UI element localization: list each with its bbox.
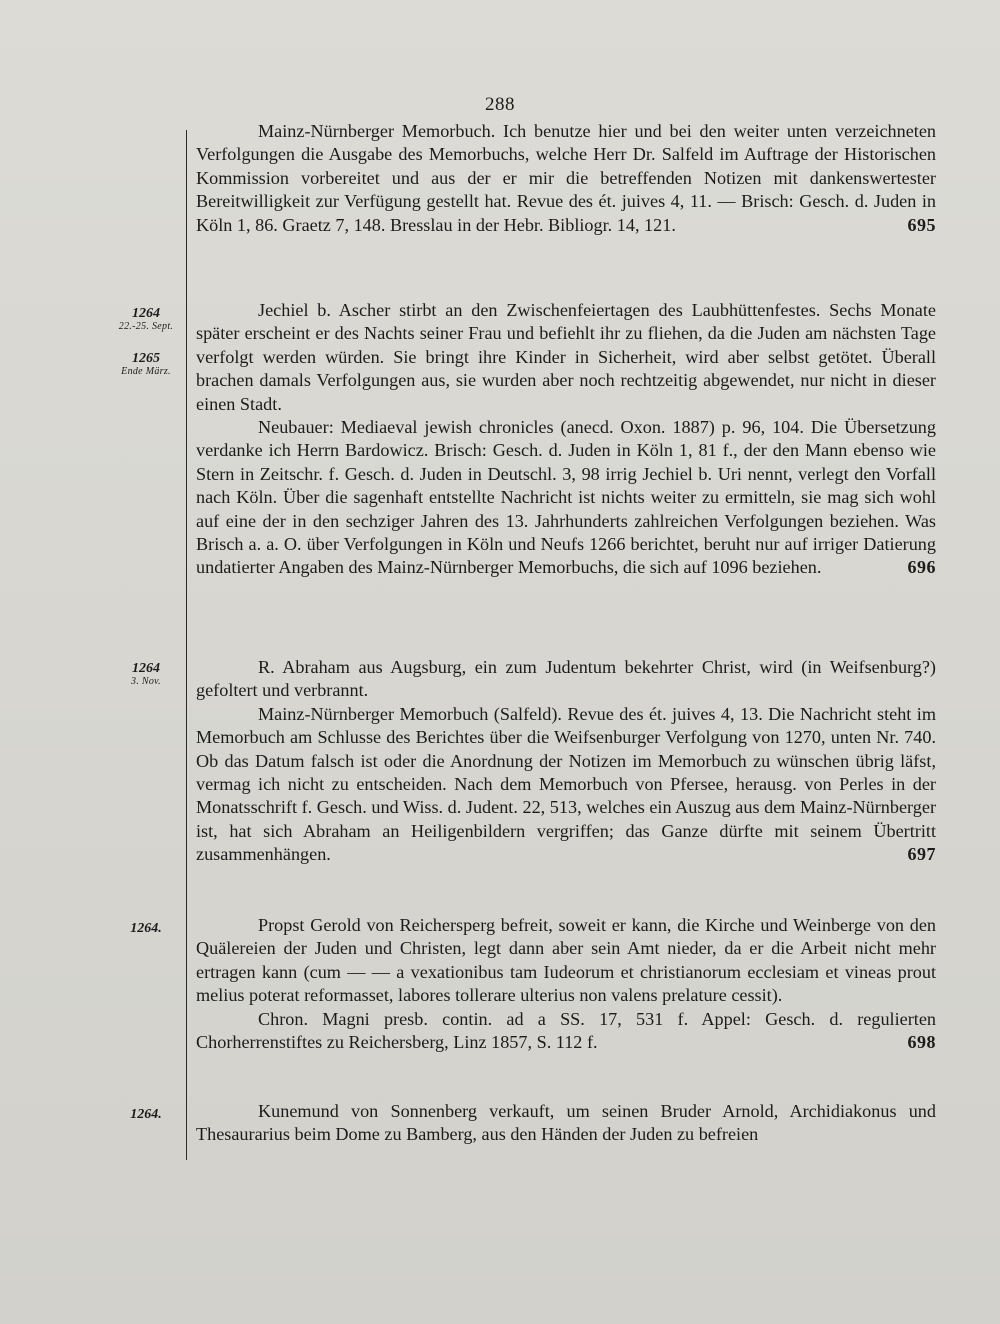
- entry-paragraph: Kunemund von Sonnenberg verkauft, um seinen Bruder Arnold, Archidiakonus und Thesaurarius beim Dome zu Bamberg, aus den Händen der Juden zu befreien: [196, 1101, 936, 1145]
- entry-number: 695: [907, 214, 936, 235]
- entry-number: 697: [907, 844, 936, 865]
- margin-rule: [186, 130, 187, 1160]
- entry-paragraph: Jechiel b. Ascher stirbt an den Zwischenfeiertagen des Laubhüttenfestes. Sechs Monate später erscheint er des Nachts seiner Frau und befiehlt ihr zu fliehen, da die Juden am nächsten Tage verfolgt werden würden. Sie bringt ihre Kinder in Sicherheit, wird aber selbst getötet. Überall brachen damals Verfolgungen aus, sie wurden aber noch rechtzeitig abgewendet, nur nicht in dieser einen Stadt.: [196, 300, 936, 414]
- margin-year: 1265: [132, 351, 160, 366]
- entry-699: [196, 1100, 936, 1147]
- margin-date: [110, 1108, 182, 1123]
- entry-paragraph: [196, 120, 936, 237]
- entry-text: Chron. Magni presb. contin. ad a SS. 17, 531 f. Appel: Gesch. d. regulierten Chorherrenstiftes zu Reichersberg, Linz 1857, S. 112 f.: [196, 1008, 936, 1053]
- entry-text: Neubauer: Mediaeval jewish chronicles (anecd. Oxon. 1887) p. 96, 104. Die Übersetzung verdanke ich Herrn Bardowicz. Brisch: Gesch. d. Juden in Köln 1, 81 f., der den Mann ebenso wie Stern in Zeitschr. f. Gesch. d. Juden in Deutschl. 3, 98 irrig Jechiel b. Uri nennt, verlegt den Vorfall nach Köln. Über die sagenhaft entstellte Nachricht ist nichts weiter zu ermitteln, sie mag sich wohl auf eine der in den sechziger Jahren des 13. Jahrhunderts zahlreichen Verfolgungen beziehen. Was Brisch a. a. O. über Verfolgungen in Köln und Neufs 1266 berichtet, beruht nur auf irriger Datierung undatierter Angaben des Mainz-Nürnberger Memorbuchs, die sich auf 1096 beziehen.: [196, 417, 936, 578]
- margin-day: Ende März.: [121, 365, 171, 377]
- entry-text: Mainz-Nürnberger Memorbuch (Salfeld). Revue des ét. juives 4, 13. Die Nachricht steht im Memorbuch am Schlusse des Berichtes über die Weifsenburger Verfolgung von 1270, unten Nr. 740. Ob das Datum falsch ist oder die Anordnung der Notizen im Memorbuch zu wünschen übrig läfst, vermag ich nicht zu entscheiden. Nach dem Memorbuch von Pfersee, herausg. von Perles in der Monatsschrift f. Gesch. und Wiss. d. Judent. 22, 513, welches ein Auszug aus dem Mainz-Nürnberger ist, hat sich Abraham an Heiligenbildern vergriffen; das Ganze dürfte mit seinem Übertritt zusammenhängen.: [196, 703, 936, 865]
- margin-year: 1264.: [130, 921, 162, 936]
- margin-year: 1264.: [130, 1107, 162, 1122]
- entry-paragraph: [196, 416, 936, 580]
- entry-paragraph: [196, 1008, 936, 1055]
- entry-695: [196, 120, 936, 237]
- entry-697: [196, 656, 936, 867]
- entry-698: [196, 914, 936, 1054]
- page-number: 288: [485, 94, 515, 115]
- margin-year: 1264: [132, 661, 160, 676]
- margin-date: [110, 307, 182, 332]
- entry-paragraph: Propst Gerold von Reichersperg befreit, soweit er kann, die Kirche und Weinberge von den Quälereien der Juden und Christen, legt dann aber sein Amt nieder, da er die Arbeit nicht mehr ertragen kann (cum — — a vexationibus tam Iudeorum et christianorum ecclesiam et vineas prout melius poterat reformasset, labores tollerare ulterius non valens prelature cessit).: [196, 915, 936, 1006]
- entry-text: Mainz-Nürnberger Memorbuch. Ich benutze hier und bei den weiter unten verzeichneten Verfolgungen die Ausgabe des Memorbuchs, welche Herr Dr. Salfeld im Auftrage der Historischen Kommission vorbereitet und aus der er mir die betreffenden Notizen mit dankenswertester Bereitwilligkeit zur Verfügung gestellt hat. Revue des ét. juives 4, 11. — Brisch: Gesch. d. Juden in Köln 1, 86. Graetz 7, 148. Bresslau in der Hebr. Bibliogr. 14, 121.: [196, 121, 936, 235]
- entry-paragraph: [196, 703, 936, 867]
- margin-date: [110, 352, 182, 377]
- entry-number: 698: [907, 1032, 936, 1053]
- entry-696: [196, 299, 936, 580]
- entry-number: 696: [907, 557, 936, 578]
- margin-year: 1264: [132, 306, 160, 321]
- margin-day: 22.-25. Sept.: [118, 320, 174, 332]
- entry-paragraph: R. Abraham aus Augsburg, ein zum Judentum bekehrter Christ, wird (in Weifsenburg?) gefoltert und verbrannt.: [196, 657, 936, 701]
- margin-day: 3. Nov.: [131, 675, 161, 687]
- margin-date: [110, 922, 182, 937]
- margin-date: [110, 662, 182, 687]
